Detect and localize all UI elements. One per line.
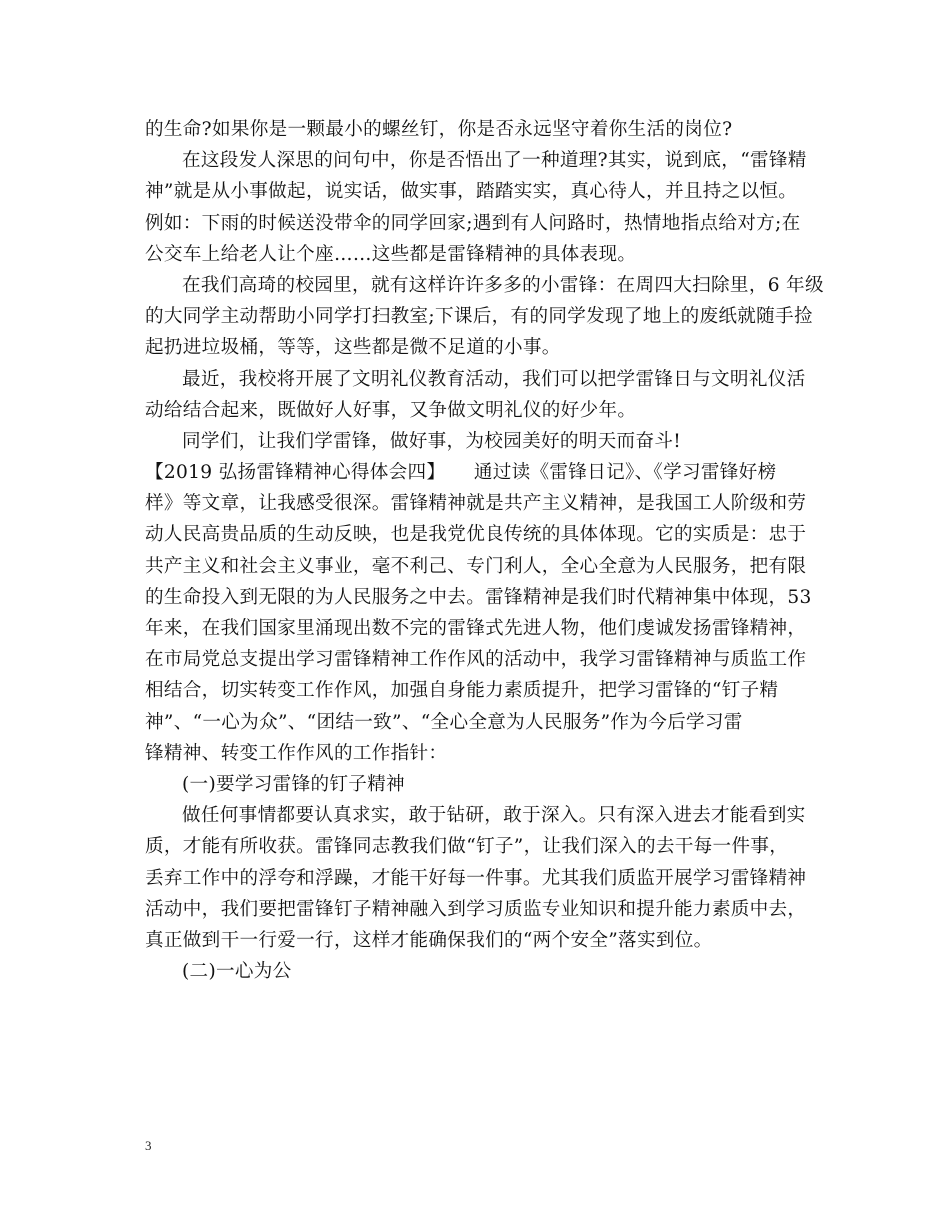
text-line: 起扔进垃圾桶，等等，这些都是微不足道的小事。 — [145, 337, 561, 359]
text-line: 动给结合起来，既做好人好事，又争做文明礼仪的好少年。 — [145, 399, 637, 421]
text-line: 神”就是从小事做起，说实话，做实事，踏踏实实，真心待人，并且持之以恒。 — [145, 181, 798, 203]
text-line: 年来，在我们国家里涌现出数不完的雷锋式先进人物，他们虔诚发扬雷锋精神， — [145, 618, 807, 639]
text-line: 做任何事情都要认真求实，敢于钻研，敢于深入。只有深入进去才能看到实 — [182, 805, 806, 827]
text-line: 相结合，切实转变工作作风，加强自身能力素质提升，把学习雷锋的“钉子精 — [145, 680, 779, 702]
text-line: 真正做到干一行爱一行，这样才能确保我们的“两个安全”落实到位。 — [145, 929, 713, 951]
text-line: 同学们，让我们学雷锋，做好事，为校园美好的明天而奋斗! — [182, 430, 682, 452]
text-line: 在市局党总支提出学习雷锋精神工作作风的活动中，我学习雷锋精神与质监工作 — [145, 649, 807, 671]
text-line: 的生命投入到无限的为人民服务之中去。雷锋精神是我们时代精神集中体现，53 — [145, 586, 812, 608]
text-line: 神”、“一心为众”、“团结一致”、“全心全意为人民服务”作为今后学习雷 — [145, 711, 743, 733]
text-line: 的生命?如果你是一颗最小的螺丝钉，你是否永远坚守着你生活的岗位? — [145, 119, 733, 140]
text-line: 公交车上给老人让个座……这些都是雷锋精神的具体表现。 — [145, 243, 637, 265]
text-line: (一)要学习雷锋的钉子精神 — [182, 773, 405, 795]
page-number: 3 — [145, 1138, 152, 1153]
text-line: 质，才能有所收获。雷锋同志教我们做“钉子”，让我们深入的去干每一件事， — [145, 836, 789, 858]
document-body — [145, 114, 824, 987]
text-line: 活动中，我们要把雷锋钉子精神融入到学习质监专业知识和提升能力素质中去， — [145, 898, 807, 920]
text-line: 样》等文章，让我感受很深。雷锋精神就是共产主义精神，是我国工人阶级和劳 — [145, 493, 807, 515]
text-line: 例如：下雨的时候送没带伞的同学回家;遇到有人问路时，热情地指点给对方;在 — [145, 212, 801, 234]
text-line: 在这段发人深思的问句中，你是否悟出了一种道理?其实，说到底，“雷锋精 — [182, 150, 807, 172]
text-line: 丢弃工作中的浮夸和浮躁，才能干好每一件事。尤其我们质监开展学习雷锋精神 — [145, 867, 807, 889]
text-line: 动人民高贵品质的生动反映，也是我党优良传统的具体体现。它的实质是：忠于 — [145, 524, 807, 546]
text-line: (二)一心为公 — [182, 961, 292, 983]
text-line: 的大同学主动帮助小同学打扫教室;下课后，有的同学发现了地上的废纸就随手捡 — [145, 306, 813, 328]
text-line: 共产主义和社会主义事业，毫不利己、专门利人，全心全意为人民服务，把有限 — [145, 555, 807, 577]
text-line: 在我们高琦的校园里，就有这样许许多多的小雷锋：在周四大扫除里，6 年级 — [182, 274, 824, 296]
text-line: 【2019 弘扬雷锋精神心得体会四】 通过读《雷锋日记》、《学习雷锋好榜 — [145, 462, 777, 484]
text-line: 锋精神、转变工作作风的工作指针： — [145, 742, 448, 764]
text-line: 最近，我校将开展了文明礼仪教育活动，我们可以把学雷锋日与文明礼仪活 — [182, 368, 806, 390]
